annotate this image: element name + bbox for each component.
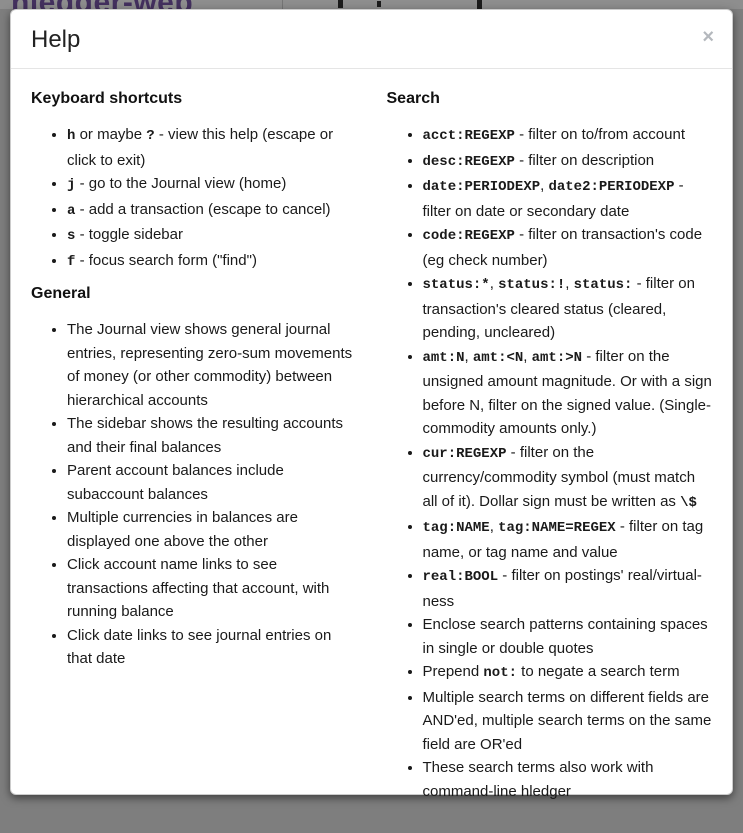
list-item: • date:PERIODEXP, date2:PERIODEXP - filter on date or secondary date [423, 174, 713, 223]
list-item: • code:REGEXP - filter on transaction's code (eg check number) [423, 223, 713, 272]
close-button[interactable] [702, 27, 714, 47]
list-item: • The sidebar shows the resulting accounts and their final balances [67, 412, 357, 459]
modal-body [11, 69, 732, 833]
code-token: acct:REGEXP [422, 128, 515, 144]
list-item: • Click date links to see journal entries on that date [67, 624, 357, 671]
close-icon: × [702, 26, 714, 48]
code-token: f [67, 253, 76, 270]
code-token: date:PERIODEXP [422, 179, 541, 195]
list-item: • real:BOOL - filter on postings' real/virtual-ness [423, 564, 713, 613]
code-token: h [67, 128, 76, 144]
list-item: • status:*, status:!, status: - filter on transaction's cleared status (cleared, pending, uncleared) [423, 272, 713, 345]
code-token: status:! [498, 277, 566, 293]
list-item: • amt:N, amt:<N, amt:>N - filter on the unsigned amount magnitude. Or with a sign before N, filter on the signed value. (Single-commodity amounts only.) [423, 345, 713, 441]
backdrop [0, 0, 743, 9]
code-token: j [67, 177, 76, 193]
list-item: • desc:REGEXP - filter on description [423, 149, 713, 175]
list-item: • The Journal view shows general journal entries, representing zero-sum movements of money (or other commodity) between hierarchical accounts [67, 318, 357, 412]
help-list [387, 123, 713, 803]
list-item: • f - focus search form ("find") [67, 249, 357, 275]
code-token: status: [573, 277, 633, 293]
code-token: tag:NAME [422, 520, 490, 536]
list-item: • acct:REGEXP - filter on to/from account [423, 123, 713, 149]
list-item: • Prepend not: to negate a search term [423, 660, 713, 686]
list-item: • s - toggle sidebar [67, 223, 357, 249]
code-token: s [67, 228, 76, 244]
help-modal [10, 9, 733, 800]
right-column [372, 89, 713, 813]
code-token: tag:NAME=REGEX [498, 520, 616, 536]
section-heading: Keyboard shortcuts [31, 90, 183, 107]
list-item: • cur:REGEXP - filter on the currency/commodity symbol (must match all of it). Dollar sign must be written as \$ [423, 441, 713, 516]
code-token: amt:N [422, 349, 465, 366]
section-heading: General [31, 285, 91, 302]
code-token: a [67, 202, 76, 219]
code-token: date2:PERIODEXP [548, 179, 675, 195]
list-item: • Multiple currencies in balances are displayed one above the other [67, 506, 357, 553]
code-token: ? [146, 128, 155, 144]
code-token: amt:>N [531, 349, 583, 366]
clipped-title-fragment [477, 0, 482, 9]
list-item: • h or maybe ? - view this help (escape or click to exit) [67, 123, 357, 172]
left-column [31, 89, 372, 813]
list-item: • Parent account balances include subaccount balances [67, 459, 357, 506]
list-item: • tag:NAME, tag:NAME=REGEX - filter on tag name, or tag name and value [423, 515, 713, 564]
list-item: • a - add a transaction (escape to cancel) [67, 198, 357, 224]
section-heading: Search [386, 90, 440, 107]
list-item: • Enclose search patterns containing spaces in single or double quotes [423, 613, 713, 660]
list-item: • Multiple search terms on different fields are AND'ed, multiple search terms on the same field are OR'ed [423, 686, 713, 757]
clipped-title-fragment [377, 1, 381, 7]
code-token: cur:REGEXP [422, 445, 507, 462]
clipped-title-fragment [338, 0, 343, 8]
code-token: real:BOOL [422, 569, 499, 585]
list-item: • Click account name links to see transactions affecting that account, with running balance [67, 553, 357, 624]
help-list [31, 123, 357, 274]
modal-title: Help [31, 26, 81, 53]
code-token: status:* [422, 277, 490, 293]
code-token: code:REGEXP [422, 228, 515, 244]
list-item: • j - go to the Journal view (home) [67, 172, 357, 198]
modal-header [11, 10, 732, 69]
code-token: \$ [680, 494, 697, 511]
code-token: not: [483, 665, 517, 681]
code-token: amt:<N [472, 349, 524, 366]
nav-divider [282, 0, 283, 9]
list-item: • These search terms also work with command-line hledger [423, 756, 713, 803]
code-token: desc:REGEXP [422, 153, 515, 170]
help-list [31, 318, 357, 671]
